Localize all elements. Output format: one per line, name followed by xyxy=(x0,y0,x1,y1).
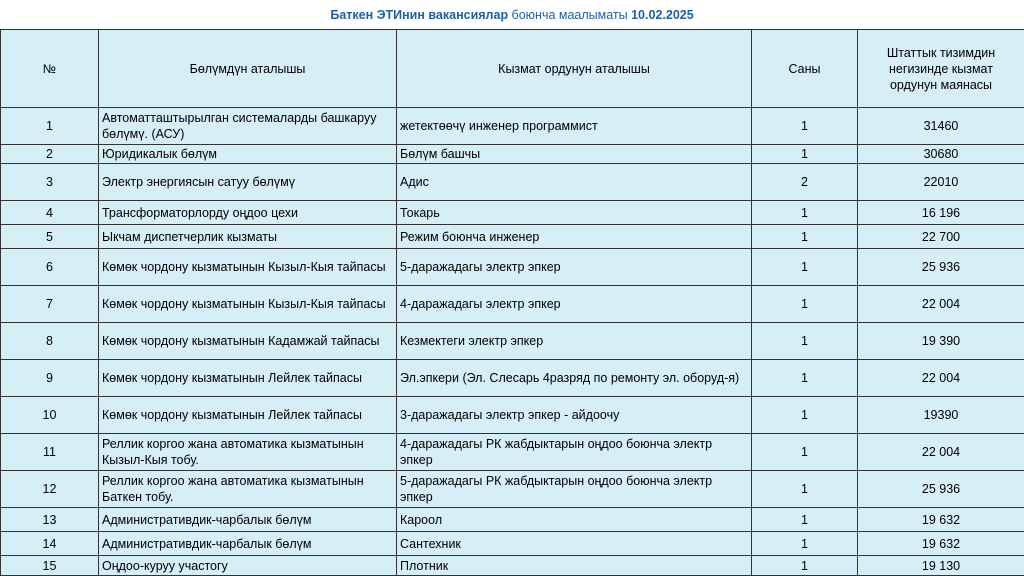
cell-salary: 19 632 xyxy=(858,508,1024,532)
table-header-row xyxy=(1,30,1024,108)
cell-num: 6 xyxy=(1,249,99,286)
cell-position: Кароол xyxy=(397,508,752,532)
cell-dept: Электр энергиясын сатуу бөлүмү xyxy=(99,164,397,201)
cell-count: 1 xyxy=(752,108,858,145)
cell-dept: Административдик-чарбалык бөлүм xyxy=(99,532,397,556)
cell-count: 1 xyxy=(752,249,858,286)
cell-count: 1 xyxy=(752,323,858,360)
cell-num: 9 xyxy=(1,360,99,397)
cell-dept: Ыкчам диспетчерлик кызматы xyxy=(99,225,397,249)
cell-position: 5-даражадагы электр эпкер xyxy=(397,249,752,286)
cell-dept: Көмөк чордону кызматынын Кызыл-Кыя тайпасы xyxy=(99,249,397,286)
cell-num: 15 xyxy=(1,556,99,576)
table-row xyxy=(1,323,1024,360)
cell-count: 1 xyxy=(752,508,858,532)
cell-salary: 22 004 xyxy=(858,434,1024,471)
cell-num: 3 xyxy=(1,164,99,201)
cell-num: 12 xyxy=(1,471,99,508)
header-dept: Бөлүмдүн аталышы xyxy=(99,30,397,108)
header-salary-line1: Штаттык тизимдин xyxy=(861,45,1021,61)
header-count: Саны xyxy=(752,30,858,108)
cell-num: 8 xyxy=(1,323,99,360)
cell-count: 1 xyxy=(752,225,858,249)
cell-count: 1 xyxy=(752,145,858,164)
vacancies-table xyxy=(0,29,1024,576)
cell-dept: Административдик-чарбалык бөлүм xyxy=(99,508,397,532)
cell-salary: 19 390 xyxy=(858,323,1024,360)
cell-num: 4 xyxy=(1,201,99,225)
header-num: № xyxy=(1,30,99,108)
table-row xyxy=(1,164,1024,201)
cell-count: 2 xyxy=(752,164,858,201)
cell-dept: Реллик коргоо жана автоматика кызматынын Кызыл-Кыя тобу. xyxy=(99,434,397,471)
cell-count: 1 xyxy=(752,397,858,434)
table-row xyxy=(1,508,1024,532)
cell-count: 1 xyxy=(752,532,858,556)
cell-position: Эл.эпкери (Эл. Слесарь 4разряд по ремонту эл. оборуд-я) xyxy=(397,360,752,397)
cell-dept: Оңдоо-куруу участогу xyxy=(99,556,397,576)
table-row xyxy=(1,434,1024,471)
cell-dept: Көмөк чордону кызматынын Кызыл-Кыя тайпасы xyxy=(99,286,397,323)
cell-count: 1 xyxy=(752,434,858,471)
cell-dept: Трансформаторлорду оңдоо цехи xyxy=(99,201,397,225)
cell-dept: Юридикалык бөлүм xyxy=(99,145,397,164)
table-row xyxy=(1,286,1024,323)
table-row xyxy=(1,201,1024,225)
cell-salary: 19390 xyxy=(858,397,1024,434)
header-salary xyxy=(858,30,1024,108)
cell-position: Сантехник xyxy=(397,532,752,556)
table-row xyxy=(1,108,1024,145)
cell-num: 5 xyxy=(1,225,99,249)
table-row xyxy=(1,471,1024,508)
cell-num: 11 xyxy=(1,434,99,471)
table-row xyxy=(1,532,1024,556)
table-row xyxy=(1,225,1024,249)
cell-count: 1 xyxy=(752,556,858,576)
cell-salary: 31460 xyxy=(858,108,1024,145)
title-normal: боюнча маалыматы xyxy=(508,8,631,22)
cell-salary: 19 130 xyxy=(858,556,1024,576)
page-title xyxy=(0,0,1024,29)
table-row xyxy=(1,556,1024,576)
cell-salary: 16 196 xyxy=(858,201,1024,225)
cell-num: 10 xyxy=(1,397,99,434)
cell-salary: 30680 xyxy=(858,145,1024,164)
cell-salary: 25 936 xyxy=(858,249,1024,286)
cell-position: 5-даражадагы РК жабдыктарын оңдоо боюнча электр эпкер xyxy=(397,471,752,508)
header-salary-line2: негизинде кызмат xyxy=(861,61,1021,77)
cell-salary: 22010 xyxy=(858,164,1024,201)
cell-num: 1 xyxy=(1,108,99,145)
cell-dept: Көмөк чордону кызматынын Лейлек тайпасы xyxy=(99,397,397,434)
cell-position: Кезмектеги электр эпкер xyxy=(397,323,752,360)
cell-position: 4-даражадагы электр эпкер xyxy=(397,286,752,323)
cell-position: Режим боюнча инженер xyxy=(397,225,752,249)
cell-salary: 22 004 xyxy=(858,286,1024,323)
cell-num: 7 xyxy=(1,286,99,323)
cell-salary: 22 700 xyxy=(858,225,1024,249)
cell-num: 14 xyxy=(1,532,99,556)
cell-position: жетектөөчү инженер программист xyxy=(397,108,752,145)
cell-num: 13 xyxy=(1,508,99,532)
cell-salary: 22 004 xyxy=(858,360,1024,397)
cell-position: 3-даражадагы электр эпкер - айдоочу xyxy=(397,397,752,434)
cell-count: 1 xyxy=(752,286,858,323)
cell-position: Адис xyxy=(397,164,752,201)
cell-dept: Көмөк чордону кызматынын Кадамжай тайпасы xyxy=(99,323,397,360)
cell-count: 1 xyxy=(752,471,858,508)
cell-position: Бөлүм башчы xyxy=(397,145,752,164)
cell-count: 1 xyxy=(752,201,858,225)
cell-salary: 19 632 xyxy=(858,532,1024,556)
table-row xyxy=(1,249,1024,286)
table-row xyxy=(1,397,1024,434)
cell-position: Плотник xyxy=(397,556,752,576)
cell-dept: Көмөк чордону кызматынын Лейлек тайпасы xyxy=(99,360,397,397)
title-bold: Баткен ЭТИнин вакансиялар xyxy=(330,8,508,22)
cell-dept: Автоматташтырылган системаларды башкаруу бөлүмү. (АСУ) xyxy=(99,108,397,145)
cell-count: 1 xyxy=(752,360,858,397)
cell-dept: Реллик коргоо жана автоматика кызматынын Баткен тобу. xyxy=(99,471,397,508)
title-date: 10.02.2025 xyxy=(631,8,694,22)
header-position: Кызмат ордунун аталышы xyxy=(397,30,752,108)
cell-position: Токарь xyxy=(397,201,752,225)
cell-num: 2 xyxy=(1,145,99,164)
table-row xyxy=(1,145,1024,164)
table-row xyxy=(1,360,1024,397)
cell-salary: 25 936 xyxy=(858,471,1024,508)
cell-position: 4-даражадагы РК жабдыктарын оңдоо боюнча электр эпкер xyxy=(397,434,752,471)
header-salary-line3: ордунун маянасы xyxy=(861,77,1021,93)
